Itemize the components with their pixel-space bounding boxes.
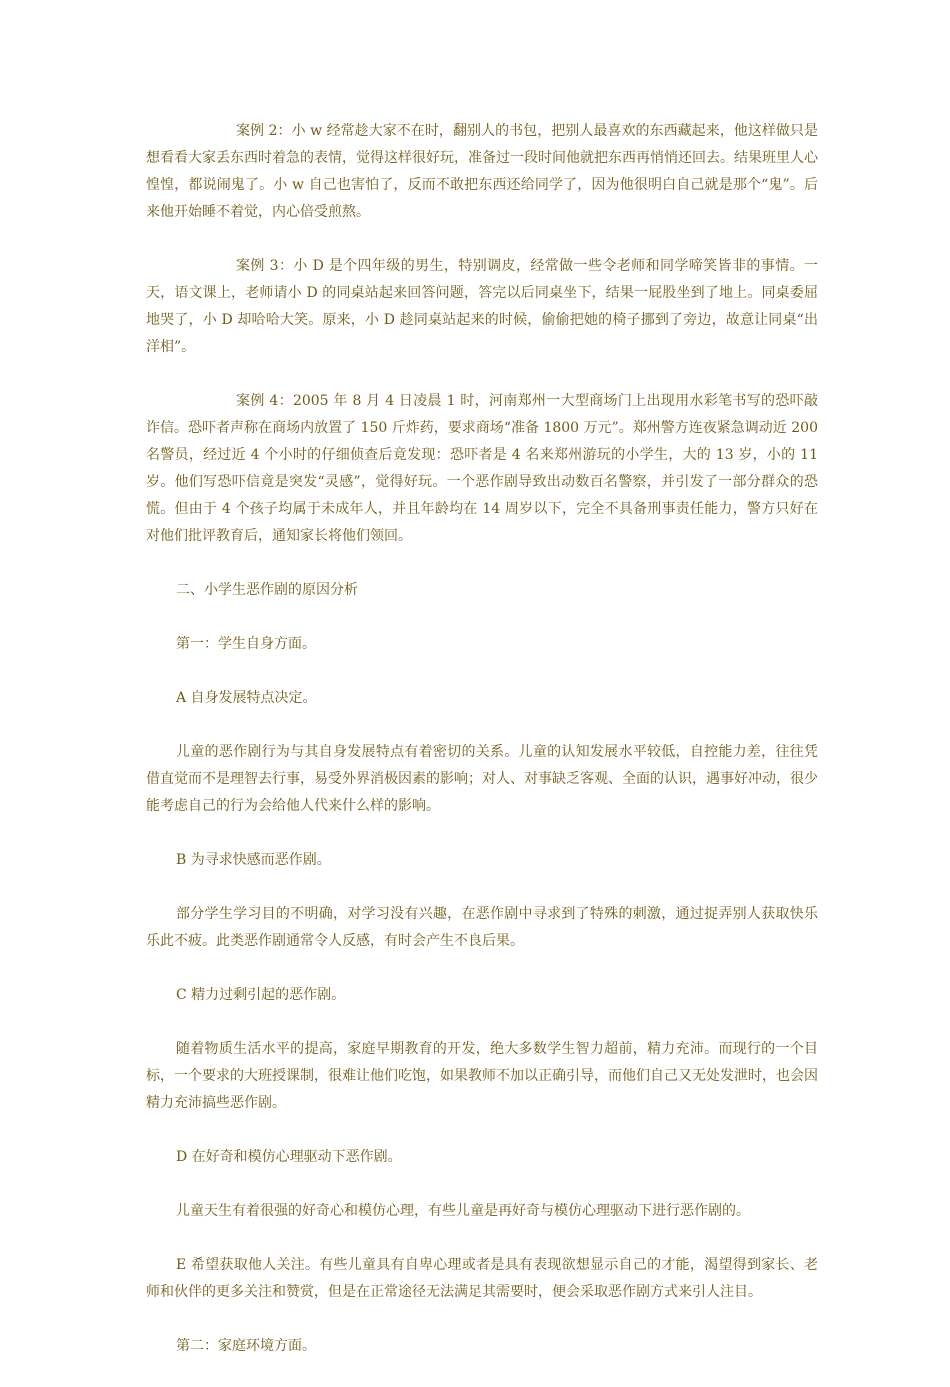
case-4-paragraph: 案例 4：2005 年 8 月 4 日凌晨 1 时，河南郑州一大型商场门上出现用水彩笔书写的恐吓敲诈信。恐吓者声称在商场内放置了 150 斤炸药，要求商场“准备 1800 万元”。郑州警方连夜紧急调动近 200 名警员，经过近 4 个小时的仔细侦查后竟发现：恐吓者是 4 名来郑州游玩的小学生，大的 13 岁，小的 11 岁。他们写恐吓信竟是突发“灵感”，觉得好玩。一个恶作剧导致出动数百名警察，并引发了一部分群众的恐慌。但由于 4 个孩子均属于未成年人，并且年龄均在 14 周岁以下，完全不具备刑事责任能力，警方只好在对他们批评教育后，通知家长将他们领回。 <box>146 393 818 544</box>
document-page <box>146 118 818 1387</box>
point-b-heading: B 为寻求快感而恶作剧。 <box>176 852 331 868</box>
point-a-heading: A 自身发展特点决定。 <box>176 690 317 706</box>
section-2-heading: 二、小学生恶作剧的原因分析 <box>176 582 358 598</box>
point-c-heading: C 精力过剩引起的恶作剧。 <box>176 987 346 1003</box>
point-e-paragraph: E 希望获取他人关注。有些儿童具有自卑心理或者是具有表现欲想显示自己的才能，渴望得到家长、老师和伙伴的更多关注和赞赏，但是在正常途径无法满足其需要时，便会采取恶作剧方式来引人注目。 <box>146 1257 818 1300</box>
point-b-body: 部分学生学习目的不明确，对学习没有兴趣，在恶作剧中寻求到了特殊的刺激，通过捉弄别人获取快乐乐此不疲。此类恶作剧通常令人反感，有时会产生不良后果。 <box>146 906 818 949</box>
subsection-1-heading: 第一：学生自身方面。 <box>176 636 316 652</box>
case-3-paragraph: 案例 3：小 D 是个四年级的男生，特别调皮，经常做一些令老师和同学啼笑皆非的事情。一天，语文课上，老师请小 D 的同桌站起来回答问题，答完以后同桌坐下，结果一屁股坐到了地上。同桌委屈地哭了，小 D 却哈哈大笑。原来，小 D 趁同桌站起来的时候，偷偷把她的椅子挪到了旁边，故意让同桌“出洋相”。 <box>146 258 818 355</box>
point-c-body: 随着物质生活水平的提高，家庭早期教育的开发，绝大多数学生智力超前，精力充沛。而现行的一个目标，一个要求的大班授课制，很难让他们吃饱，如果教师不加以正确引导，而他们自己又无处发泄时，也会因精力充沛搞些恶作剧。 <box>146 1041 818 1111</box>
point-d-heading: D 在好奇和模仿心理驱动下恶作剧。 <box>176 1149 402 1165</box>
case-2-paragraph: 案例 2：小 w 经常趁大家不在时，翻别人的书包，把别人最喜欢的东西藏起来，他这样做只是想看看大家丢东西时着急的表情，觉得这样很好玩，准备过一段时间他就把东西再悄悄还回去。结果班里人心惶惶，都说闹鬼了。小 w 自己也害怕了，反而不敢把东西还给同学了，因为他很明白自己就是那个“鬼”。后来他开始睡不着觉，内心倍受煎熬。 <box>146 123 818 220</box>
subsection-2-heading: 第二：家庭环境方面。 <box>176 1338 316 1354</box>
point-a-body: 儿童的恶作剧行为与其自身发展特点有着密切的关系。儿童的认知发展水平较低，自控能力差，往往凭借直觉而不是理智去行事，易受外界消极因素的影响；对人、对事缺乏客观、全面的认识，遇事好冲动，很少能考虑自己的行为会给他人代来什么样的影响。 <box>146 744 818 814</box>
point-d-body: 儿童天生有着很强的好奇心和模仿心理，有些儿童是再好奇与模仿心理驱动下进行恶作剧的。 <box>176 1203 750 1219</box>
